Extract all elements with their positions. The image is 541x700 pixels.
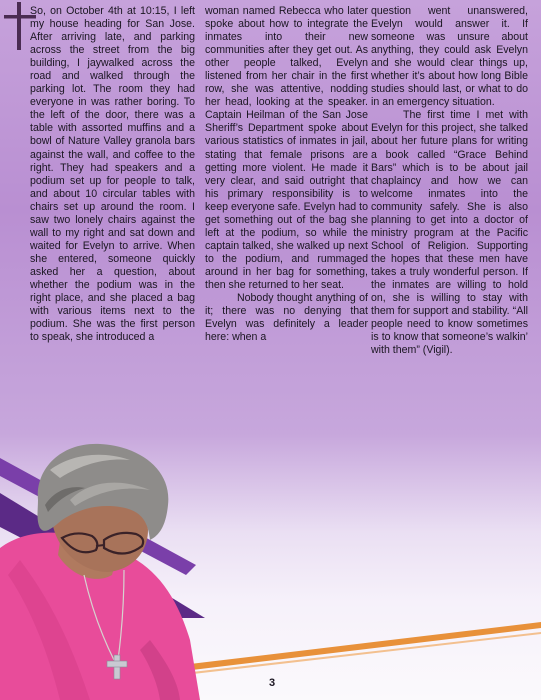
page-number: 3 <box>268 677 276 689</box>
text-column-2 <box>205 5 368 344</box>
paragraph: The first time I met with Evelyn for this project, she talked about her future plans for writing a book called “Grace Behind Bars” which is to be about jail chaplaincy and how we can welcome inmates into the community safely. She is also planning to get into a doctor of ministry program at the Pacific School of Religion. Supporting the hopes that these men have takes a truly wonderful person. If the inmates are willing to hold on, she is willing to stay with them for support and stability. “All people need to know sometimes is to know that someone’s walkin’ with them” (Vigil). <box>371 109 528 357</box>
paragraph: question went unanswered, Evelyn would answer it. If someone was unsure about anything, they could ask Evelyn and she would clear things up, whether it’s about how long Bible studies should last, or what to do in an emergency situation. <box>371 5 528 109</box>
paragraph: Nobody thought anything of it; there was no denying that Evelyn was definitely a leader here: when a <box>205 292 368 344</box>
orange-stripe <box>190 622 541 674</box>
text-column-1 <box>30 5 195 344</box>
paragraph: So, on October 4th at 10:15, I left my house heading for San Jose. After arriving late, and parking across the street from the big building, I jaywalked across the road and walked through the parking lot. The room they had everyone in was rather boring. To the left of the door, there was a table with assorted muffins and a bowl of Nature Valley granola bars against the wall, and coffee to the right. They had speakers and a podium set up for people to talk, and about 10 circular tables with chairs set up around the room. I saw two lonely chairs against the wall to my right and sat down and waited for Evelyn to arrive. When she entered, someone quickly asked her a question, about whether the podium was in the right place, and she placed a bag with various items next to the podium. She was the first person to speak, she introduced a <box>30 5 195 344</box>
text-column-3 <box>371 5 528 357</box>
paragraph: woman named Rebecca who later spoke about how to integrate the inmates into their new communities after they get out. As other people talked, Evelyn listened from her chair in the first row, she was attentive, nodding her head, looking at the speaker. Captain Heilman of the San Jose Sheriff’s Department spoke about various statistics of inmates in jail, stating that female prisons are getting more violent. He made it very clear, and said outright that his primary responsibility is to keep everyone safe. Evelyn had to get something out of the bag she left at the podium, so while the captain talked, she walked up next to the podium, and rummaged around in her bag for something, then she returned to her seat. <box>205 5 368 291</box>
